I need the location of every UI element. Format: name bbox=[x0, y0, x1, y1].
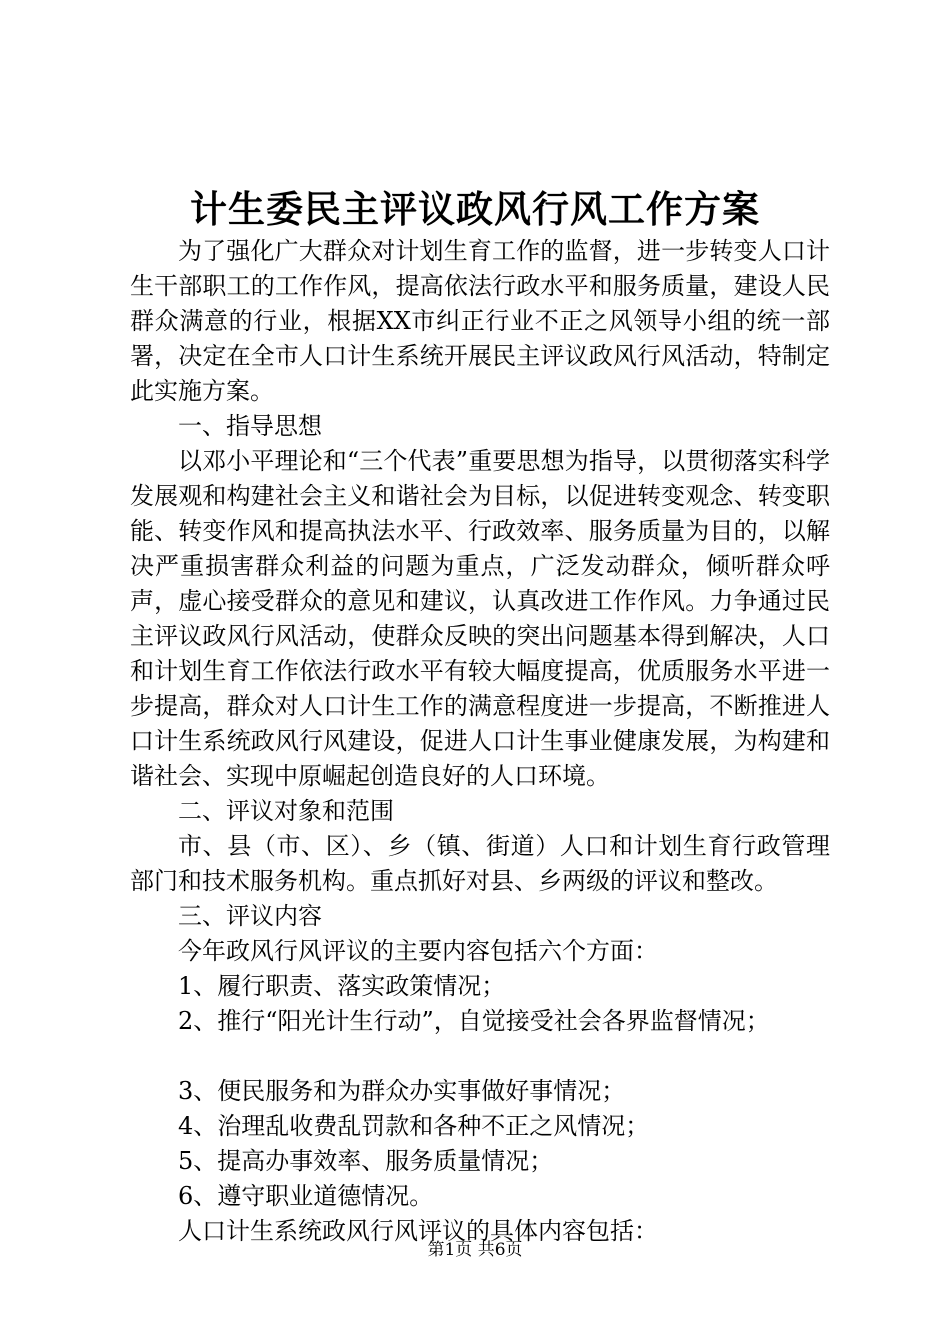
content-intro-paragraph: 今年政风行风评议的主要内容包括六个方面： bbox=[178, 937, 658, 965]
intro-paragraph: 为了强化广大群众对计划生育工作的监督，进一步转变人口计生干部职工的工作作风，提高依法行政水平和服务质量，建设人民群众满意的行业，根据XX市纠正行业不正之风领导小组的统一部署，决定在全市人口计生系统开展民主评议政风行风活动，特制定此实施方案。 bbox=[130, 237, 830, 405]
list-item: 6、遵守职业道德情况。 bbox=[178, 1182, 434, 1210]
section-heading-scope: 二、评议对象和范围 bbox=[178, 797, 394, 825]
specific-content-paragraph: 人口计生系统政风行风评议的具体内容包括： bbox=[178, 1217, 658, 1245]
section-heading-guiding-ideology: 一、指导思想 bbox=[178, 412, 322, 440]
scope-paragraph: 市、县（市、区）、乡（镇、街道）人口和计划生育行政管理部门和技术服务机构。重点抓好对县、乡两级的评议和整改。 bbox=[130, 832, 830, 895]
page-number: 第1页 共6页 bbox=[427, 1240, 523, 1260]
section-heading-content: 三、评议内容 bbox=[178, 902, 322, 930]
blank-line bbox=[130, 1039, 830, 1074]
list-item: 5、提高办事效率、服务质量情况； bbox=[178, 1147, 554, 1175]
list-item: 4、治理乱收费乱罚款和各种不正之风情况； bbox=[178, 1112, 650, 1140]
list-item: 1、履行职责、落实政策情况； bbox=[178, 972, 506, 1000]
document-body bbox=[130, 234, 830, 1249]
document-title: 计生委民主评议政风行风工作方案 bbox=[190, 187, 760, 231]
guiding-ideology-paragraph: 以邓小平理论和“三个代表”重要思想为指导，以贯彻落实科学发展观和构建社会主义和谐社会为目标，以促进转变观念、转变职能、转变作风和提高执法水平、行政效率、服务质量为目的，以解决严重损害群众利益的问题为重点，广泛发动群众，倾听群众呼声，虚心接受群众的意见和建议，认真改进工作作风。力争通过民主评议政风行风活动，使群众反映的突出问题基本得到解决，人口和计划生育工作依法行政水平有较大幅度提高，优质服务水平进一步提高，群众对人口计生工作的满意程度进一步提高，不断推进人口计生系统政风行风建设，促进人口计生事业健康发展，为构建和谐社会、实现中原崛起创造良好的人口环境。 bbox=[130, 447, 830, 790]
list-item: 2、推行“阳光计生行动”，自觉接受社会各界监督情况； bbox=[178, 1007, 770, 1035]
list-item: 3、便民服务和为群众办实事做好事情况； bbox=[178, 1077, 626, 1105]
